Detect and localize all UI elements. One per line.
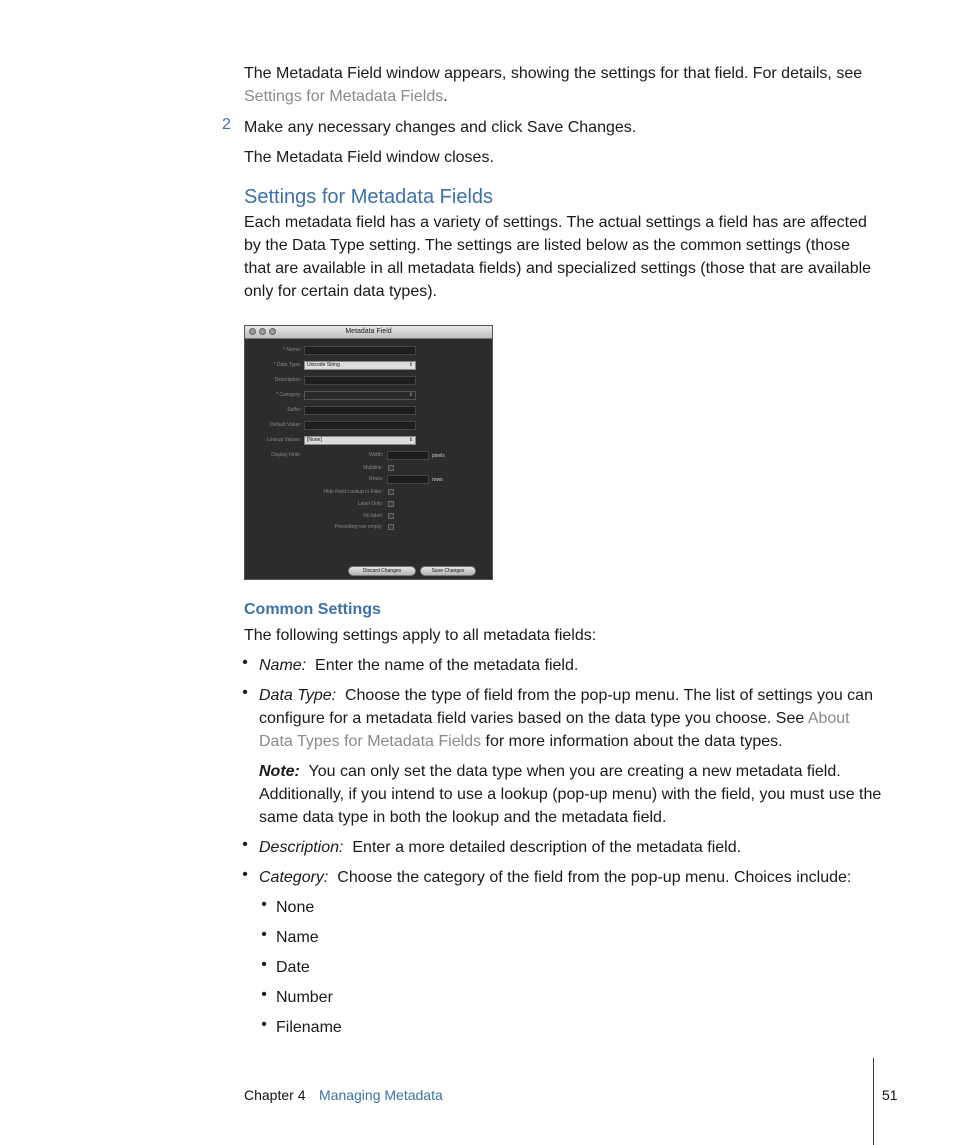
data-type-text: Choose the type of field from the pop-up menu. The list of settings you can configure for a metadata field varies based on the data type you choose. See (259, 687, 873, 727)
description-term: Description: (259, 839, 344, 856)
intro-paragraph: The Metadata Field window appears, showing the settings for that field. For details, see Settings for Metadata Fields. (244, 65, 863, 105)
bullet-icon: • (261, 1016, 267, 1033)
common-settings-heading: Common Settings (244, 601, 381, 618)
note-paragraph (259, 760, 884, 829)
default-value-label: Default Value: (269, 422, 301, 428)
footer-divider (873, 1058, 874, 1145)
metadata-field-window-screenshot (244, 325, 493, 580)
discard-changes-button[interactable]: Discard Changes (348, 566, 416, 576)
step-text: Make any necessary changes and click Save Changes. (244, 119, 637, 136)
name-field[interactable] (304, 346, 416, 355)
bullet-icon: • (261, 896, 267, 913)
bullet-icon: • (261, 986, 267, 1003)
multiline-label: Multiline: (363, 465, 383, 471)
multiline-checkbox[interactable] (388, 465, 394, 471)
hide-field-checkbox[interactable] (388, 489, 394, 495)
footer-chapter: Chapter 4 (244, 1087, 306, 1103)
settings-link[interactable]: Settings for Metadata Fields (244, 88, 444, 105)
label-only-checkbox[interactable] (388, 501, 394, 507)
width-label: Width: (368, 452, 383, 458)
data-type-item (259, 684, 884, 753)
suffix-label: Suffix: (287, 407, 301, 413)
description-text: Enter a more detailed description of the metadata field. (352, 839, 742, 856)
popup-arrows-icon: ⇕ (408, 437, 413, 443)
rows-label: Rows: (369, 476, 383, 482)
data-type-label: * Data Type: (273, 362, 301, 368)
category-item (259, 866, 884, 889)
width-field[interactable] (387, 451, 429, 460)
lookup-values-label: Lookup Values: (266, 437, 301, 443)
hide-field-label: Hide Field Lookup in Filter: (323, 489, 383, 495)
save-changes-button[interactable]: Save Changes (420, 566, 476, 576)
category-text: Choose the category of the field from the pop-up menu. Choices include: (337, 869, 852, 886)
section-body: Each metadata field has a variety of settings. The actual settings a field has are affected by the Data Type setting. The settings are listed below as the common settings (those that are available in all metadata fields) and specialized settings (those that are available only for certain data types). (244, 214, 872, 300)
page-number: 51 (882, 1087, 898, 1103)
category-select[interactable] (304, 391, 416, 400)
default-value-field[interactable] (304, 421, 416, 430)
window-title: Metadata Field (345, 328, 392, 335)
choice-item: None (276, 899, 315, 916)
common-intro: The following settings apply to all metadata fields: (244, 627, 597, 644)
pixels-unit: pixels (432, 453, 445, 459)
note-text: You can only set the data type when you are creating a new metadata field. Additionally, if you intend to use a lookup (pop-up menu) with the field, you must use the same data type in both the lookup and the metadata field. (259, 763, 882, 826)
bullet-icon: • (261, 926, 267, 943)
no-label-checkbox[interactable] (388, 513, 394, 519)
choice-item: Date (276, 959, 310, 976)
lookup-values-select[interactable] (304, 436, 416, 445)
bullet-icon: • (242, 684, 248, 701)
preceding-row-label: Preceding row empty: (334, 524, 383, 530)
category-term: Category: (259, 869, 329, 886)
rows-field[interactable] (387, 475, 429, 484)
bullet-icon: • (242, 866, 248, 883)
description-field[interactable] (304, 376, 416, 385)
name-text: Enter the name of the metadata field. (315, 657, 579, 674)
intro-text: The Metadata Field window appears, showing the settings for that field. For details, see (244, 65, 863, 82)
bullet-icon: • (261, 956, 267, 973)
popup-arrows-icon: ⇕ (408, 392, 413, 398)
name-label: * Name: (282, 347, 301, 353)
popup-arrows-icon: ⇕ (408, 362, 413, 368)
preceding-row-checkbox[interactable] (388, 524, 394, 530)
bullet-icon: • (242, 654, 248, 671)
category-label: * Category: (275, 392, 301, 398)
name-item (259, 654, 884, 677)
footer-chapter-title: Managing Metadata (319, 1087, 443, 1103)
display-hints-label: Display hints: (271, 452, 301, 458)
section-heading: Settings for Metadata Fields (244, 186, 494, 208)
choice-item: Filename (276, 1019, 342, 1036)
data-type-tail: for more information about the data types. (485, 733, 783, 750)
no-label-label: No label: (363, 513, 383, 519)
suffix-field[interactable] (304, 406, 416, 415)
choice-item: Number (276, 989, 333, 1006)
bullet-icon: • (242, 836, 248, 853)
rows-unit: rows (432, 477, 443, 483)
data-type-value: Unicode String (307, 362, 340, 368)
step-number: 2 (222, 116, 231, 133)
description-item (259, 836, 884, 859)
description-label: Description: (274, 377, 301, 383)
label-only-label: Label Only: (357, 501, 383, 507)
name-term: Name: (259, 657, 307, 674)
window-titlebar (245, 326, 492, 339)
data-type-term: Data Type: (259, 687, 337, 704)
data-type-select[interactable] (304, 361, 416, 370)
lookup-value: [None] (307, 437, 322, 443)
choice-item: Name (276, 929, 319, 946)
window-closes-text: The Metadata Field window closes. (244, 149, 494, 166)
note-term: Note: (259, 763, 300, 780)
about-data-types-link[interactable]: About Data Types for Metadata Fields (259, 710, 850, 750)
